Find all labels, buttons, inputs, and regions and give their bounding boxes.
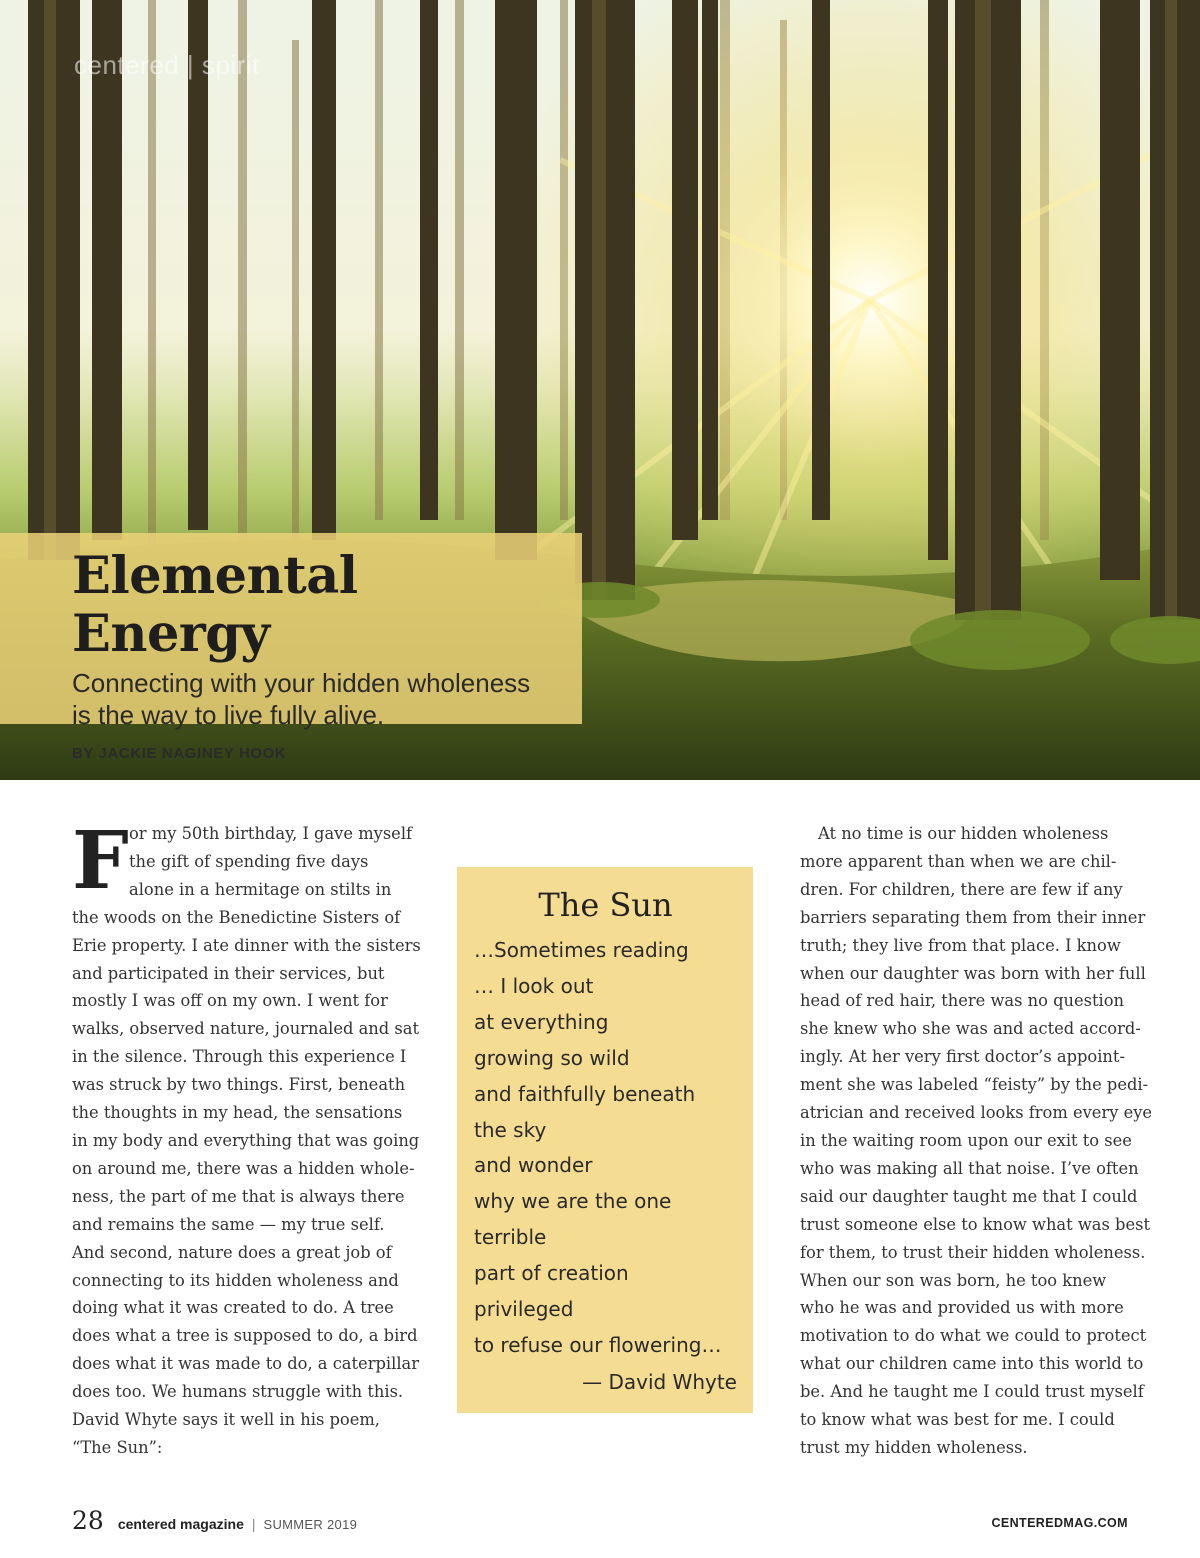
- poem-line: and faithfully beneath: [474, 1081, 696, 1106]
- body-line: said our daughter taught me that I could: [800, 1186, 1138, 1206]
- body-line: and remains the same — my true self.: [72, 1214, 385, 1234]
- body-line: more apparent than when we are chil-: [800, 851, 1117, 871]
- body-line: to know what was best for me. I could: [800, 1410, 1115, 1430]
- body-line: dren. For children, there are few if any: [800, 879, 1123, 899]
- body-line: motivation to do what we could to protect: [800, 1326, 1147, 1346]
- body-line: and participated in their services, but: [72, 963, 385, 983]
- body-line: truth; they live from that place. I know: [800, 935, 1121, 955]
- poem-sidebar: [457, 867, 753, 1413]
- body-line: who was making all that noise. I’ve often: [800, 1158, 1139, 1178]
- body-line: atrician and received looks from every eye: [800, 1103, 1153, 1123]
- body-line: does what it was made to do, a caterpillar: [72, 1354, 420, 1374]
- poem-line: why we are the one: [474, 1189, 672, 1214]
- body-line: At no time is our hidden wholeness: [818, 824, 1109, 843]
- body-line: connecting to its hidden wholeness and: [72, 1270, 399, 1290]
- body-line: or my 50th birthday, I gave myself: [129, 824, 413, 843]
- body-line: David Whyte says it well in his poem,: [72, 1410, 380, 1430]
- poem-attribution: — David Whyte: [582, 1369, 737, 1394]
- body-line: When our son was born, he too knew: [800, 1270, 1107, 1290]
- footer-separator: |: [251, 1516, 256, 1532]
- article-title: Elemental Energy: [72, 546, 358, 664]
- subtitle-line: Connecting with your hidden wholeness: [72, 668, 531, 698]
- body-line: was struck by two things. First, beneath: [72, 1075, 406, 1095]
- body-line: “The Sun”:: [72, 1437, 163, 1457]
- body-line: who he was and provided us with more: [800, 1298, 1124, 1318]
- body-line: Erie property. I ate dinner with the sisters: [72, 935, 421, 955]
- poem-line: and wonder: [474, 1153, 593, 1178]
- body-line: in the waiting room upon our exit to see: [800, 1130, 1132, 1150]
- body-line: in the silence. Through this experience I: [72, 1047, 407, 1067]
- subtitle-line: is the way to live fully alive.: [72, 700, 385, 730]
- page-footer: [72, 1506, 357, 1535]
- body-line: the gift of spending five days: [129, 851, 369, 871]
- poem-line: …Sometimes reading: [474, 938, 689, 962]
- body-line: trust my hidden wholeness.: [800, 1437, 1028, 1457]
- website-link[interactable]: CENTEREDMAG.COM: [991, 1516, 1128, 1530]
- body-line: trust someone else to know what was best: [800, 1214, 1150, 1234]
- body-line: she knew who she was and acted accord-: [800, 1019, 1141, 1039]
- poem-line: growing so wild: [474, 1045, 630, 1070]
- body-line: ment she was labeled “feisty” by the pedi-: [800, 1075, 1149, 1095]
- issue-date: SUMMER 2019: [263, 1517, 358, 1532]
- poem-line: the sky: [474, 1117, 547, 1142]
- magazine-name: centered magazine: [117, 1516, 244, 1532]
- body-line: the woods on the Benedictine Sisters of: [72, 907, 401, 927]
- body-line: walks, observed nature, journaled and sat: [72, 1019, 419, 1039]
- body-line: ingly. At her very first doctor’s appoint-: [800, 1047, 1125, 1067]
- body-line: the thoughts in my head, the sensations: [72, 1103, 403, 1123]
- body-line: head of red hair, there was no question: [800, 991, 1125, 1011]
- body-line: for them, to trust their hidden wholeness.: [800, 1242, 1146, 1262]
- drop-cap: F: [72, 813, 129, 907]
- body-line: be. And he taught me I could trust myself: [800, 1382, 1144, 1402]
- body-line: does too. We humans struggle with this.: [72, 1382, 404, 1402]
- body-line: mostly I was off on my own. I went for: [72, 991, 388, 1011]
- poem-line: privileged: [474, 1297, 574, 1322]
- body-line: on around me, there was a hidden whole-: [72, 1158, 415, 1178]
- body-line: And second, nature does a great job of: [72, 1242, 392, 1262]
- poem-line: to refuse our flowering…: [474, 1332, 722, 1357]
- page-number: 28: [72, 1506, 104, 1535]
- section-tag: centered | spirit: [74, 50, 260, 80]
- poem-line: terrible: [474, 1225, 547, 1250]
- poem-line: at everything: [474, 1009, 609, 1034]
- body-line: alone in a hermitage on stilts in: [129, 879, 392, 899]
- body-line: does what a tree is supposed to do, a bird: [72, 1326, 418, 1346]
- body-line: when our daughter was born with her full: [800, 963, 1146, 983]
- poem-title: The Sun: [538, 886, 673, 924]
- poem-line: part of creation: [474, 1261, 629, 1286]
- poem-line: … I look out: [474, 973, 594, 998]
- byline: BY JACKIE NAGINEY HOOK: [72, 745, 287, 762]
- title-box: [0, 533, 582, 762]
- body-line: doing what it was created to do. A tree: [72, 1298, 394, 1318]
- article-subtitle: [72, 667, 562, 731]
- body-line: in my body and everything that was going: [72, 1130, 420, 1150]
- body-line: what our children came into this world to: [800, 1354, 1144, 1374]
- left-column: [72, 813, 421, 1462]
- right-column: [800, 820, 1153, 1462]
- body-line: ness, the part of me that is always there: [72, 1186, 405, 1206]
- body-line: barriers separating them from their inner: [800, 907, 1146, 927]
